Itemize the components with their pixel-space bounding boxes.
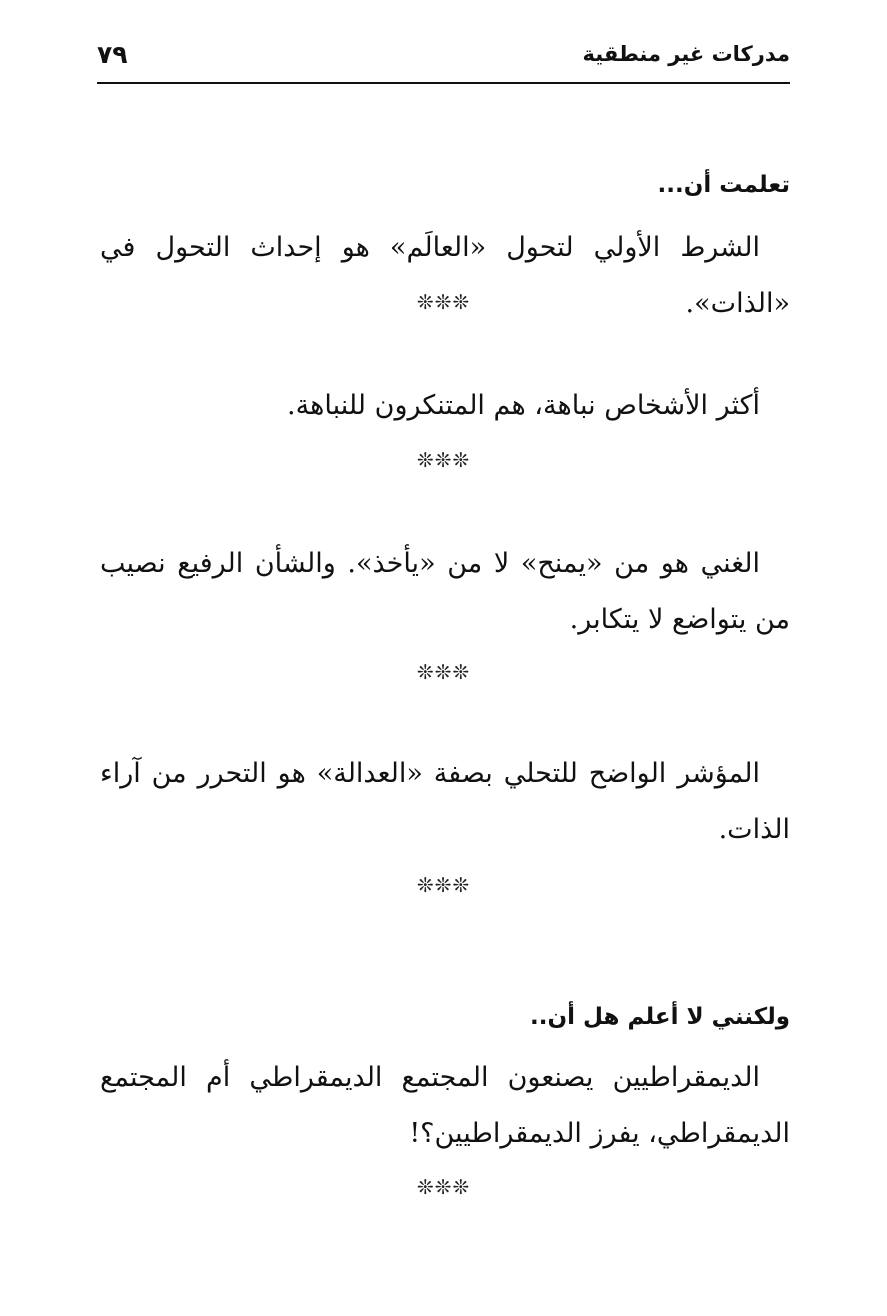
paragraph-3: الغني هو من «يمنح» لا من «يأخذ». والشأن الرفيع نصيب من يتواضع لا يتكابر.	[100, 548, 790, 635]
separator-1: ❊❊❊	[416, 290, 471, 314]
paragraph-5: الديمقراطيين يصنعون المجتمع الديمقراطي أم المجتمع الديمقراطي، يفرز الديمقراطيين؟!	[100, 1062, 790, 1149]
paragraph-2: أكثر الأشخاص نباهة، هم المتنكرون للنباهة.	[287, 390, 760, 421]
section-heading-unsure: ولكنني لا أعلم هل أن..	[530, 1004, 790, 1030]
separator-4: ❊❊❊	[416, 873, 471, 897]
paragraph-4: المؤشر الواضح للتحلي بصفة «العدالة» هو التحرر من آراء الذات.	[100, 758, 790, 845]
page-number: ٧٩	[97, 40, 128, 69]
page-header	[97, 40, 790, 84]
section-heading-learned: تعلمت أن...	[657, 172, 790, 198]
separator-2: ❊❊❊	[416, 448, 471, 472]
separator-3: ❊❊❊	[416, 660, 471, 684]
paragraph-1: الشرط الأولي لتحول «العالَم» هو إحداث التحول في «الذات».	[100, 232, 790, 319]
separator-5: ❊❊❊	[416, 1175, 471, 1199]
running-title: مدركات غير منطقية	[582, 42, 790, 66]
